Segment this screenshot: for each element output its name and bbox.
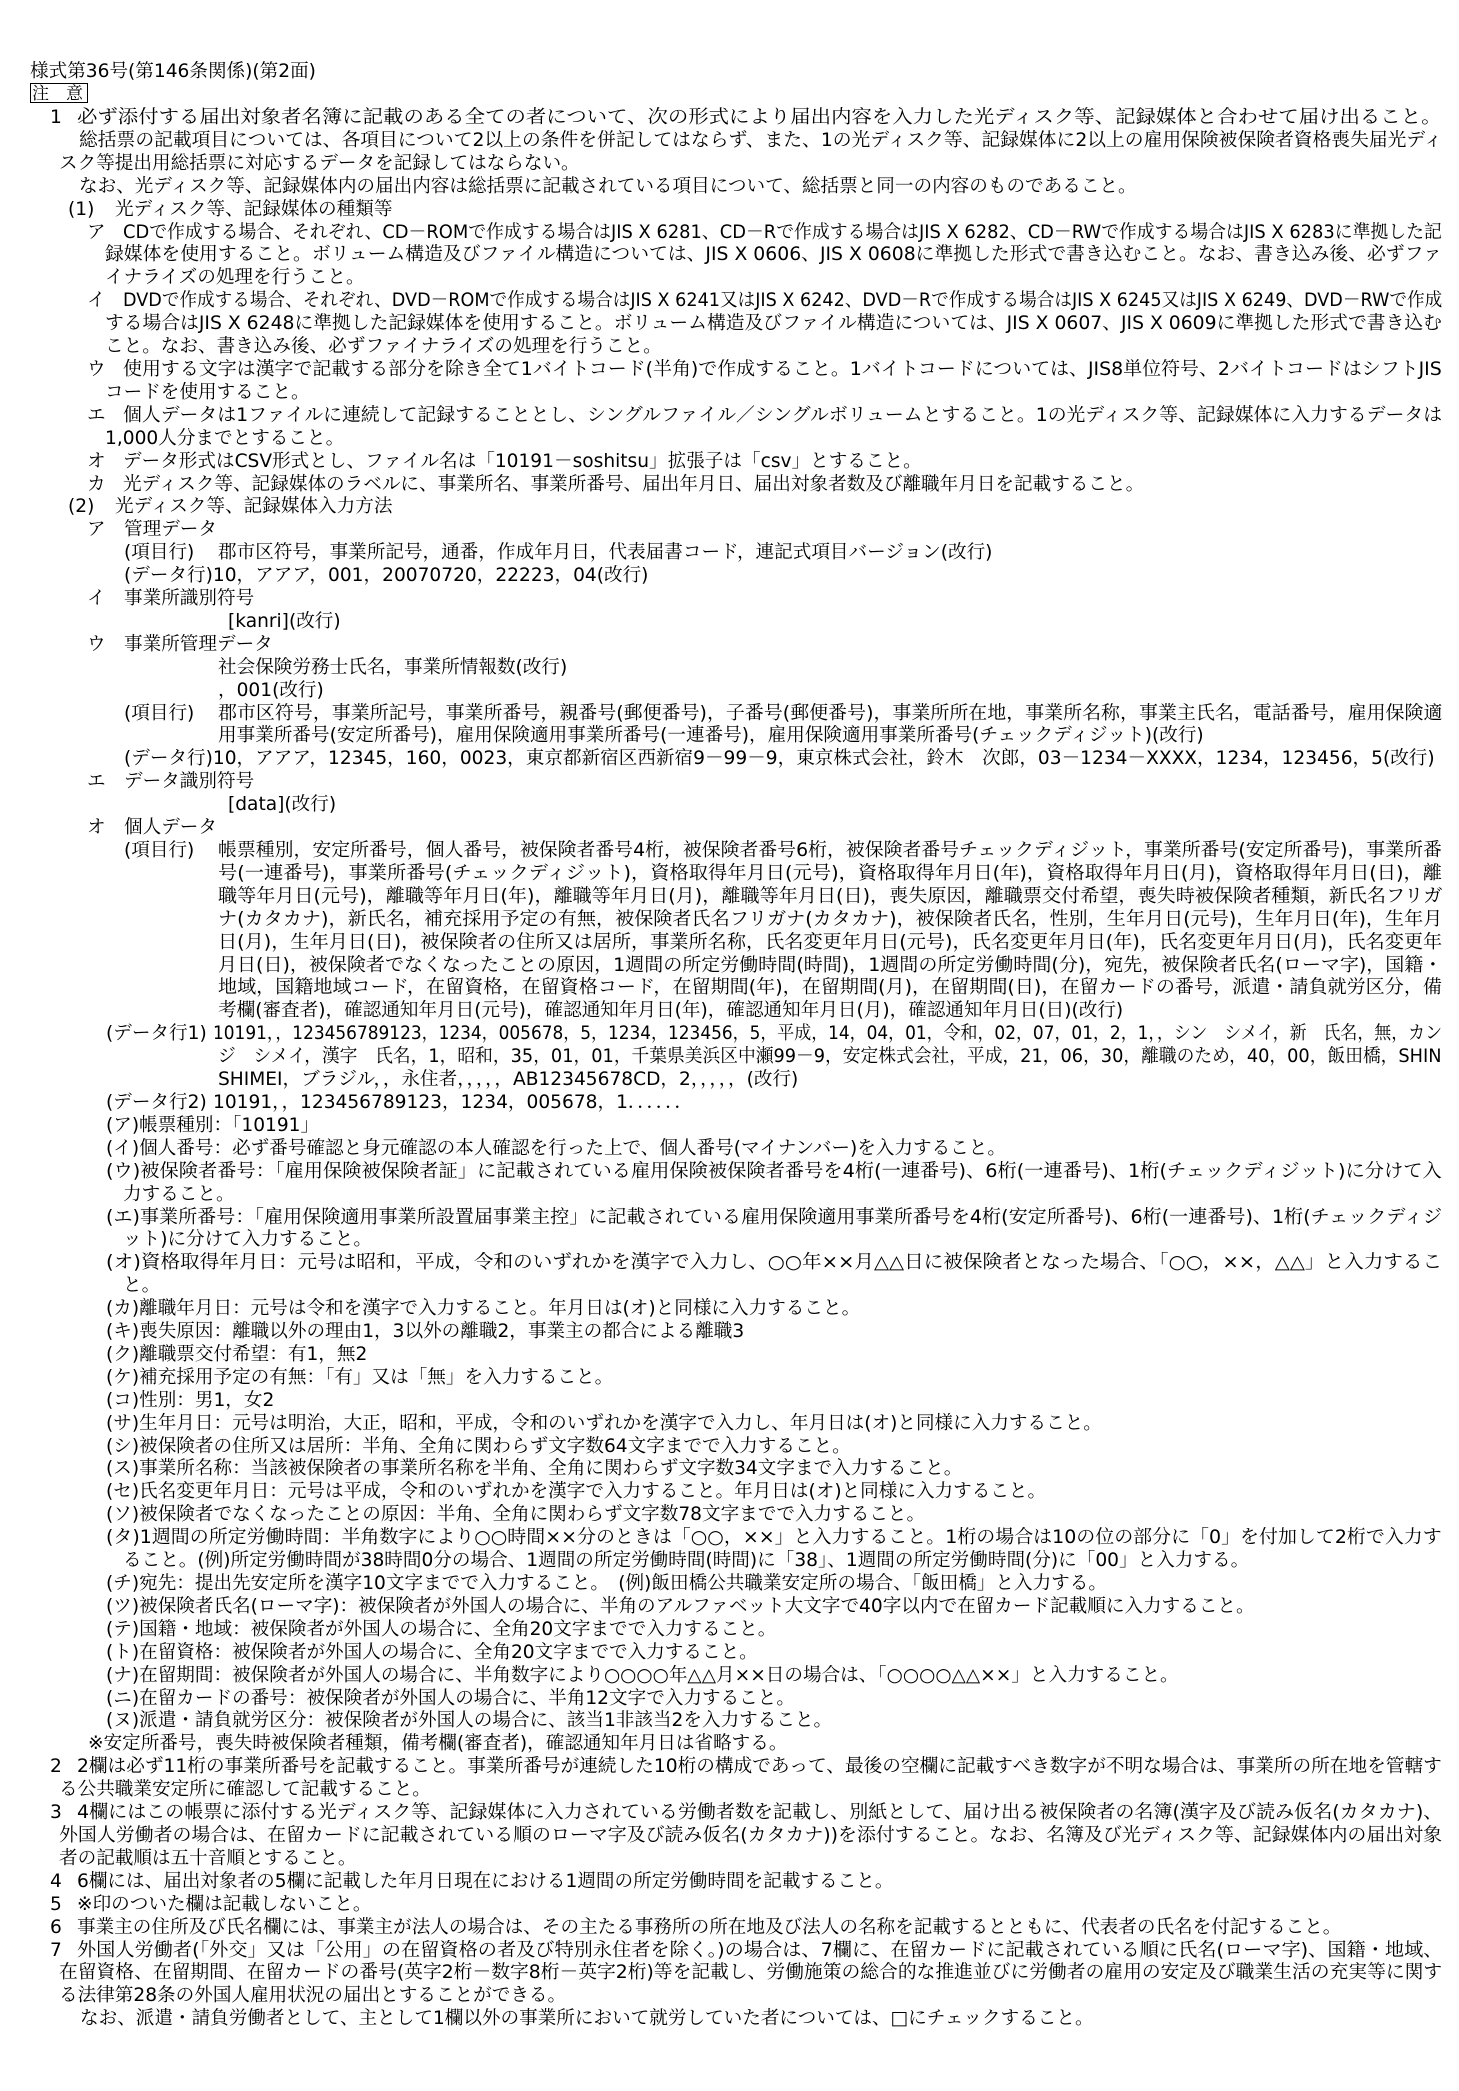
sub-note-text: (ト)在留資格：被保険者が外国人の場合に、全角20文字までで入力すること。 [106, 1641, 758, 1663]
item-text: 光ディスク等、記録媒体のラベルに、事業所名、事業所番号、届出年月日、届出対象者数及び離職年月日を記載すること。 [123, 473, 1145, 495]
sub-note [0, 1184, 1459, 1207]
item-text: コードを使用すること。 [105, 381, 310, 403]
sub-note-text: (ニ)在留カードの番号：被保険者が外国人の場合に、半角12文字で入力すること。 [106, 1687, 795, 1709]
sub-note [0, 1161, 1459, 1184]
note-text: 者の記載順は五十音順とすること。 [59, 1847, 357, 1869]
item-text: DVDで作成する場合、それぞれ、DVD－ROMで作成する場合はJIS X 6241又はJIS X 6242、DVD－Rで作成する場合はJIS X 6245又はJIS X 6249、DVD－RWで作成 [123, 290, 1443, 312]
item-line [0, 290, 1459, 313]
item-text: こと。なお、書き込み後、必ずファイナライズの処理を行うこと。 [105, 336, 662, 358]
item-line [0, 244, 1459, 267]
note-line [0, 176, 1459, 199]
sub-note [0, 1367, 1459, 1390]
section-heading [0, 496, 1459, 519]
sub-note [0, 1550, 1459, 1573]
sub-note [0, 1344, 1459, 1367]
item-text: する場合はJIS X 6248に準拠した記録媒体を使用すること。ボリューム構造及びファイル構造については、JIS X 0607、JIS X 0609に準拠した形式で書き込む [105, 313, 1442, 335]
field-row [0, 680, 1459, 703]
row-text: 帳票種別，安定所番号，個人番号，被保険者番号4桁，被保険者番号6桁，被保険者番号チェックディジット，事業所番号(安定所番号)，事業所番 [218, 840, 1442, 861]
item-line [0, 382, 1459, 405]
note-text: 2欄は必ず11桁の事業所番号を記載すること。事業所番号が連続した10桁の構成であって、最後の空欄に記載すべき数字が不明な場合は、事業所の所在地を管轄す [77, 1756, 1442, 1778]
section-number: (2) [68, 496, 95, 518]
sub-note-text: (ヌ)派遣・請負就労区分：被保険者が外国人の場合に、該当1非該当2を入力すること。 [106, 1710, 833, 1732]
note-line [0, 2008, 1459, 2031]
note-number: 2 [50, 1756, 62, 1778]
omission-note-text: ※安定所番号，喪失時被保険者種類，備考欄(審査者)，確認通知年月日は省略する。 [88, 1733, 788, 1755]
sub-note-text: (ス)事業所名称：当該被保険者の事業所名称を半角、全角に関わらず文字数34文字まで入力すること。 [106, 1458, 963, 1480]
sub-note-text: (セ)氏名変更年月日：元号は平成，令和のいずれかを漢字で入力すること。年月日は(オ)と同様に入力すること。 [106, 1481, 1047, 1503]
row-text: [data](改行) [228, 794, 337, 816]
item-line [0, 474, 1459, 497]
data-row [0, 1092, 1459, 1115]
note-line [0, 1779, 1459, 1802]
row-text: 郡市区符号，事業所記号，通番，作成年月日，代表届書コード，連記式項目バージョン(改行) [218, 542, 993, 564]
note-line [0, 1940, 1459, 1963]
item-title: 個人データ [124, 817, 217, 839]
sub-note [0, 1458, 1459, 1481]
omission-note [0, 1733, 1459, 1756]
note-number: 3 [50, 1802, 62, 1824]
data-row [0, 748, 1459, 771]
sub-note [0, 1321, 1459, 1344]
sub-note [0, 1207, 1459, 1230]
row-text: 月日(日)，被保険者でなくなったことの原因，1週間の所定労働時間(時間)，1週間の所定労働時間(分)，宛先，被保険者氏名(ローマ字)，国籍・ [218, 954, 1443, 976]
sub-note-text: 力すること。 [123, 1183, 235, 1205]
item-text: イナライズの処理を行うこと。 [105, 267, 365, 289]
sub-note-text: ること。(例)所定労働時間が38時間0分の場合、1週間の所定労働時間(時間)に「38」、1週間の所定労働時間(分)に「00」と入力する。 [123, 1550, 1250, 1572]
sub-note [0, 1710, 1459, 1733]
note-text: 必ず添付する届出対象者名簿に記載のある全ての者について、次の形式により届出内容を入力した光ディスク等、記録媒体と合わせて届け出ること。 [77, 107, 1442, 128]
data-row [0, 1069, 1459, 1092]
sub-note [0, 1298, 1459, 1321]
row-text: (データ行)10，アアア，001，20070720，22223，04(改行) [124, 565, 649, 587]
item-marker: ウ [87, 358, 106, 380]
sub-note [0, 1573, 1459, 1596]
section-title: 光ディスク等、記録媒体の種類等 [115, 198, 393, 220]
section-heading [0, 199, 1459, 222]
sub-note-text: (オ)資格取得年月日：元号は昭和，平成，令和のいずれかを漢字で入力し、○○年××月△△日に被保険者となった場合、「○○，××，△△」と入力するこ [106, 1252, 1443, 1274]
sub-note [0, 1413, 1459, 1436]
item-line [0, 267, 1459, 290]
item-line [0, 359, 1459, 382]
item-marker: エ [87, 771, 106, 793]
note-text: スク等提出用総括票に対応するデータを記録してはならない。 [59, 152, 580, 174]
note-text: 外国人労働者(「外交」又は「公用」の在留資格の者及び特別永住者を除く。)の場合は、7欄に、在留カードに記載されている順に氏名(ローマ字)、国籍・地域、 [77, 1939, 1443, 1961]
sub-note-text: (ア)帳票種別：「10191」 [106, 1114, 320, 1136]
sub-note-text: (カ)離職年月日：元号は令和を漢字で入力すること。年月日は(オ)と同様に入力すること。 [106, 1298, 861, 1320]
row-label: (データ行2) [106, 1091, 207, 1113]
note-line [0, 107, 1459, 130]
sub-note-text: (ソ)被保険者でなくなったことの原因：半角、全角に関わらず文字数78文字までで入力すること。 [106, 1504, 926, 1526]
note-text: なお、光ディスク等、記録媒体内の届出内容は総括票に記載されている項目について、総括票と同一の内容のものであること。 [79, 175, 1137, 197]
row-label: (項目行) [124, 840, 195, 861]
field-row [0, 977, 1459, 1000]
item-line [0, 817, 1459, 840]
sub-note-text: (ク)離職票交付希望：有1，無2 [106, 1343, 368, 1365]
item-line [0, 336, 1459, 359]
note-text: 4欄にはこの帳票に添付する光ディスク等、記録媒体に入力されている労働者数を記載し、別紙として、届け出る被保険者の名簿(漢字及び読み仮名(カタカナ)、 [77, 1802, 1443, 1824]
note-text: る公共職業安定所に確認して記載すること。 [59, 1779, 431, 1801]
row-text: (データ行)10，アアア，12345，160，0023，東京都新宿区西新宿9－99－9，東京株式会社，鈴木 次郎，03－1234－XXXX，1234，123456，5(改行) [124, 748, 1435, 770]
row-text: 10191，，123456789123，1234，005678，1．．．．．． [213, 1091, 693, 1113]
sub-note [0, 1275, 1459, 1298]
row-text: [kanri](改行) [228, 610, 341, 632]
data-row [0, 1046, 1459, 1069]
note-line [0, 1871, 1459, 1894]
item-text: CDで作成する場合、それぞれ、CD－ROMで作成する場合はJIS X 6281、CD－Rで作成する場合はJIS X 6282、CD－RWで作成する場合はJIS X 6283に準拠した記 [123, 221, 1442, 243]
sub-note-text: (サ)生年月日：元号は明治，大正，昭和，平成，令和のいずれかを漢字で入力し、年月日は(オ)と同様に入力すること。 [106, 1412, 1102, 1434]
item-marker: ウ [87, 633, 106, 655]
sub-note [0, 1481, 1459, 1504]
sub-note [0, 1596, 1459, 1619]
row-text: ナ(カタカナ)，新氏名，補充採用予定の有無，被保険者氏名フリガナ(カタカナ)，被保険者氏名，性別，生年月日(元号)，生年月日(年)，生年月 [218, 908, 1443, 930]
sub-note-text: (テ)国籍・地域：被保険者が外国人の場合に、全角20文字までで入力すること。 [106, 1618, 777, 1640]
sub-note-text: (ナ)在留期間：被保険者が外国人の場合に、半角数字により○○○○年△△月××日の場合は、「○○○○△△××」と入力すること。 [106, 1664, 1179, 1686]
note-text: る法律第28条の外国人雇用状況の届出とすることができる。 [59, 1985, 567, 2007]
sub-note [0, 1619, 1459, 1642]
item-line [0, 313, 1459, 336]
note-line [0, 1825, 1459, 1848]
item-line [0, 771, 1459, 794]
field-row [0, 657, 1459, 680]
note-text: 6欄には、届出対象者の5欄に記載した年月日現在における1週間の所定労働時間を記載すること。 [77, 1870, 894, 1892]
sub-note [0, 1527, 1459, 1550]
row-label: (項目行) [124, 702, 195, 724]
item-text: 使用する文字は漢字で記載する部分を除き全て1バイトコード(半角)で作成すること。1バイトコードについては、JIS8単位符号、2バイトコードはシフトJIS [123, 358, 1442, 380]
row-text: 地域，国籍地域コード，在留資格，在留資格コード，在留期間(年)，在留期間(月)，在留期間(日)，在留カードの番号，派遣・請負就労区分，備 [218, 977, 1442, 999]
sub-note-text: (イ)個人番号：必ず番号確認と身元確認の本人確認を行った上で、個人番号(マイナンバー)を入力すること。 [106, 1137, 1006, 1159]
sub-note-text: (エ)事業所番号：「雇用保険適用事業所設置届事業主控」に記載されている雇用保険適用事業所番号を4桁(安定所番号)、6桁(一連番号)、1桁(チェックディジ [106, 1206, 1443, 1228]
sub-note-text: (チ)宛先：提出先安定所を漢字10文字までで入力すること。 (例)飯田橋公共職業安定所の場合、「飯田橋」と入力する。 [106, 1573, 1107, 1594]
row-text: 10191，，123456789123，1234，005678，5，1234，123456，5，平成，14，04，01，令和，02，07，01，2，1，，シン シメイ，新 氏名，無，カン [213, 1023, 1443, 1045]
row-text: 郡市区符号，事業所記号，事業所番号，親番号(郵便番号)，子番号(郵便番号)，事業所所在地，事業所名称，事業主氏名，電話番号，雇用保険適 [218, 702, 1443, 724]
note-text: 外国人労働者の場合は、在留カードに記載されている順のローマ字及び読み仮名(カタカナ))を添付すること。なお、名簿及び光ディスク等、記録媒体内の届出対象 [59, 1824, 1443, 1846]
sub-note [0, 1390, 1459, 1413]
sub-note [0, 1436, 1459, 1459]
sub-note-text: (タ)1週間の所定労働時間：半角数字により○○時間××分のときは「○○，××」と入力すること。1桁の場合は10の位の部分に「0」を付加して2桁で入力す [106, 1527, 1442, 1549]
row-text: 日(月)，生年月日(日)，被保険者の住所又は居所，事業所名称，氏名変更年月日(元号)，氏名変更年月日(年)，氏名変更年月日(月)，氏名変更年 [218, 931, 1443, 953]
sub-note [0, 1504, 1459, 1527]
note-text: 総括票の記載項目については、各項目について2以上の条件を併記してはならず、また、1の光ディスク等、記録媒体に2以上の雇用保険被保険者資格喪失届光ディ [79, 129, 1443, 151]
field-row [0, 1000, 1459, 1023]
item-line [0, 222, 1459, 245]
item-marker: イ [87, 588, 106, 610]
sub-note-text: (ケ)補充採用予定の有無：「有」又は「無」を入力すること。 [106, 1366, 614, 1388]
field-row [0, 955, 1459, 978]
field-row [0, 725, 1459, 748]
note-line [0, 1985, 1459, 2008]
note-line [0, 1848, 1459, 1871]
data-row [0, 1023, 1459, 1046]
sub-note-text: (コ)性別：男1，女2 [106, 1389, 275, 1411]
note-text: 在留資格、在留期間、在留カードの番号(英字2桁－数字8桁－英字2桁)等を記載し、労働施策の総合的な推進並びに労働者の雇用の安定及び職業生活の充実等に関す [59, 1962, 1443, 1984]
sub-note [0, 1665, 1459, 1688]
note-line [0, 1756, 1459, 1779]
row-text: 用事業所番号(安定所番号)，雇用保険適用事業所番号(一連番号)，雇用保険適用事業所番号(チェックディジット)(改行) [218, 725, 1204, 747]
notice-heading-box: 注 意 [30, 83, 88, 103]
item-marker: ア [87, 221, 106, 243]
code-line [0, 794, 1459, 817]
sub-note-text: (ツ)被保険者氏名(ローマ字)：被保険者が外国人の場合に、半角のアルファベット大文字で40字以内で在留カード記載順に入力すること。 [106, 1595, 1255, 1617]
sub-note-text: と。 [123, 1275, 161, 1297]
field-row [0, 863, 1459, 886]
item-marker: エ [87, 404, 106, 426]
row-text: ジ シメイ，漢字 氏名，1，昭和，35，01，01，千葉県美浜区中瀬99－9，安定株式会社，平成，21，06，30，離職のため，40，00，飯田橋，SHIN [218, 1046, 1442, 1068]
form-number-title: 様式第36号(第146条関係)(第2面) [30, 61, 316, 82]
item-marker: イ [87, 290, 106, 312]
note-number: 1 [50, 107, 62, 128]
note-number: 4 [50, 1870, 62, 1892]
item-title: 事業所管理データ [124, 633, 273, 655]
row-text: 職等年月日(元号)，離職等年月日(年)，離職等年月日(月)，離職等年月日(日)，喪失原因，離職票交付希望，喪失時被保険者種類，新氏名フリガ [218, 885, 1443, 907]
sub-note-text: (キ)喪失原因：離職以外の理由1，3以外の離職2，事業主の都合による離職3 [106, 1321, 745, 1343]
note-text: ※印のついた欄は記載しないこと。 [77, 1893, 372, 1915]
row-text: SHIMEI，ブラジル，，永住者，，，，，AB12345678CD，2，，，，，(改行) [218, 1069, 799, 1091]
item-line [0, 519, 1459, 542]
note-line [0, 1802, 1459, 1825]
item-line [0, 405, 1459, 428]
note-text: なお、派遣・請負労働者として、主として1欄以外の事業所において就労していた者については、□にチェックすること。 [80, 2008, 1094, 2030]
row-label: (データ行1) [106, 1023, 207, 1045]
item-title: データ識別符号 [124, 771, 255, 793]
item-line [0, 634, 1459, 657]
row-text: ，001(改行) [218, 679, 324, 701]
note-number: 6 [50, 1916, 62, 1938]
item-marker: ア [87, 519, 106, 541]
sub-note [0, 1115, 1459, 1138]
field-row [0, 840, 1459, 863]
item-line [0, 451, 1459, 474]
field-row [0, 542, 1459, 565]
item-marker: オ [87, 817, 106, 839]
item-marker: カ [87, 473, 106, 495]
row-label: (項目行) [124, 542, 195, 564]
sub-note-text: ット)に分けて入力すること。 [123, 1229, 372, 1251]
row-text: 考欄(審査者)，確認通知年月日(元号)，確認通知年月日(年)，確認通知年月日(月)，確認通知年月日(日)(改行) [218, 1000, 1124, 1022]
field-row [0, 932, 1459, 955]
row-text: 号(一連番号)，事業所番号(チェックディジット)，資格取得年月日(元号)，資格取得年月日(年)，資格取得年月日(月)，資格取得年月日(日)，離 [218, 862, 1443, 884]
item-text: 1,000人分までとすること。 [105, 427, 345, 449]
item-marker: オ [87, 450, 106, 472]
note-line [0, 153, 1459, 176]
item-text: データ形式はCSV形式とし、ファイル名は「10191－soshitsu」拡張子は「csv」とすること。 [123, 450, 922, 472]
sub-note [0, 1229, 1459, 1252]
note-line [0, 130, 1459, 153]
item-line [0, 588, 1459, 611]
field-row [0, 703, 1459, 726]
field-row [0, 909, 1459, 932]
sub-note [0, 1642, 1459, 1665]
note-number: 7 [50, 1939, 62, 1961]
section-title: 光ディスク等、記録媒体入力方法 [115, 496, 393, 518]
sub-note [0, 1688, 1459, 1711]
sub-note [0, 1138, 1459, 1161]
item-text: 個人データは1ファイルに連続して記録することとし、シングルファイル／シングルボリュームとすること。1の光ディスク等、記録媒体に入力するデータは [123, 404, 1443, 426]
item-title: 事業所識別符号 [124, 588, 255, 610]
item-text: 録媒体を使用すること。ボリューム構造及びファイル構造については、JIS X 0606、JIS X 0608に準拠した形式で書き込むこと。なお、書き込み後、必ずファ [105, 244, 1442, 266]
note-text: 事業主の住所及び氏名欄には、事業主が法人の場合は、その主たる事務所の所在地及び法人の名称を記載するとともに、代表者の氏名を付記すること。 [77, 1916, 1342, 1938]
note-number: 5 [50, 1893, 62, 1915]
row-text: 社会保険労務士氏名，事業所情報数(改行) [218, 656, 568, 678]
notes-body [0, 107, 1459, 2031]
note-line [0, 1894, 1459, 1917]
sub-note-text: (ウ)被保険者番号：「雇用保険被保険者証」に記載されている雇用保険被保険者番号を4桁(一連番号)、6桁(一連番号)、1桁(チェックディジット)に分けて入 [106, 1160, 1442, 1182]
item-title: 管理データ [124, 519, 217, 541]
sub-note-text: (シ)被保険者の住所又は居所：半角、全角に関わらず文字数64文字までで入力すること。 [106, 1435, 851, 1457]
data-row [0, 565, 1459, 588]
code-line [0, 611, 1459, 634]
field-row [0, 886, 1459, 909]
item-line [0, 428, 1459, 451]
note-line [0, 1917, 1459, 1940]
section-number: (1) [68, 198, 95, 220]
note-line [0, 1962, 1459, 1985]
sub-note [0, 1252, 1459, 1275]
